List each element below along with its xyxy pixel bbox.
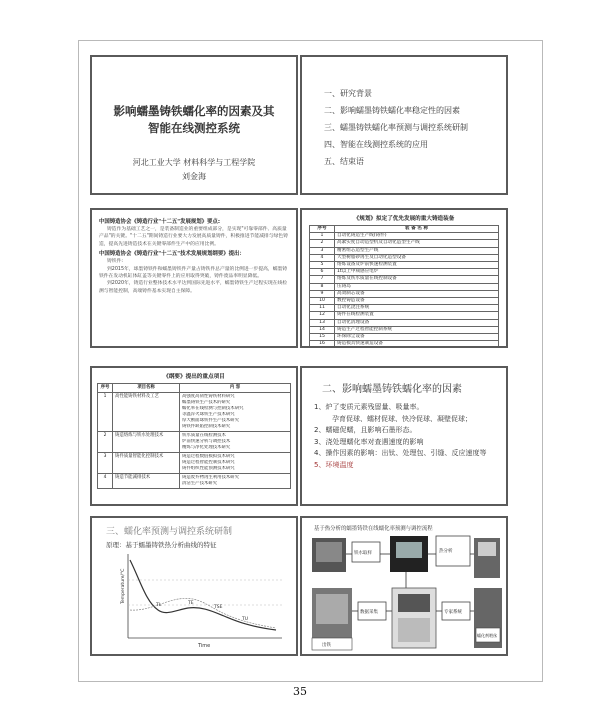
project-content [180,453,291,474]
background-paragraph: 到2015年，球墨铸铁件和蠕墨铸铁件产量占铸铁件总产量的比例进一步提高，蠕墨铸铁件在发动机缸体缸盖等关键零件上的应用取得突破，铸件废品率明显降低。 [99,266,288,280]
row-number: 10 [310,298,335,305]
principle-text: 原理：基于蠕墨铸铁热分析曲线的特征 [106,541,217,549]
project-content-line: 高强度高韧性铸铁材料研究 [182,394,235,399]
equipment-name: 自动化铸造生产线(铸件) [335,233,499,240]
equipment-name: 高紧实度自动造型机及自动化造型生产线 [335,240,499,247]
photo-screen [396,542,422,558]
equipment-name: 精密组芯造型生产线 [335,247,499,254]
flow-label: 蠕化剂喂丝 [477,633,497,638]
photo-monitor [478,542,496,556]
factor-item: 1、炉了变质元素残留量、吸量率。 [314,403,424,411]
background-paragraph: 铸造作为基础工艺之一，是装备制造业的重要组成部分，是实现"可靠零部件、高质量产品"的关键。"十二五"期间铸造行业要大力发展高质量铸件，积极推进节能减排与绿色铸造，提高先进铸造技术在关键零部件生产中的应用比例。 [99,227,288,247]
outline-list [324,85,468,170]
factor-item: 孕育促球、蠕材促球、快冷促球、凝壁促球； [332,414,472,423]
prediction-title: 三、蠕化率预测与调控系统研制 [106,527,233,537]
equipment-name: 自动化浇注系统 [335,305,499,312]
equipment-table-body [310,233,499,348]
slide-equipment-table [300,208,508,348]
table-header-row [310,226,499,233]
factor-item: 5、环境温度 [314,460,354,469]
row-number: 14 [310,326,335,333]
curve-marker: TU [242,617,249,622]
curve-marker: TSE [214,605,223,610]
table-row [98,432,291,453]
cooling-curve-chart [106,550,286,650]
project-content-line: 清洁生产技术研究 [182,481,218,486]
project-content [180,393,291,432]
table-header-row [98,384,291,393]
projects-table [97,383,291,489]
project-content-line: 蠕化率在线检测与控制技术研究 [182,406,244,411]
slide-flowchart [300,516,508,656]
row-number: 3 [98,453,113,474]
slide-cover [90,55,298,195]
equipment-table-title: 《规划》拟定了优先发展的重大铸造装备 [353,216,455,222]
background-paragraph: 到2020年，铸造行业整体技术水平达到国际先进水平，蠕墨铸铁生产过程实现在线检测与智能控制，高端铸件基本实现自主保障。 [99,281,288,294]
flow-label: 热分析 [439,549,453,554]
row-number: 4 [98,474,113,489]
factors-list [314,402,498,471]
row-number: 2 [98,432,113,453]
equipment-name: 熔炼及铁水质量在线控制设备 [335,276,499,283]
row-number: 1 [310,233,335,240]
cover-author: 刘金海 [182,172,206,181]
flow-label: 铁水取样 [354,551,372,556]
y-axis-label: Temperature/°C [121,568,126,604]
row-number: 3 [310,247,335,254]
factor-item: 2、蠕磁促蠕，且影响石墨形态。 [314,426,417,434]
curve-marker: TL [156,603,162,608]
project-content-line: 蠕墨铸铁生产技术的研究 [182,400,231,405]
row-number: 8 [310,283,335,290]
row-number: 6 [310,269,335,276]
row-number: 5 [310,262,335,269]
curve-marker: TE [188,601,194,606]
column-header: 项目名称 [113,384,180,393]
cover-title-line2: 智能在线测控系统 [148,121,240,135]
outline-item: 五、结束语 [324,157,364,166]
table-row [310,233,499,240]
row-number: 2 [310,240,335,247]
equipment-table [309,225,499,348]
row-number: 11 [310,305,335,312]
outline-item: 二、影响蠕墨铸铁蠕化率稳定性的因素 [324,106,460,115]
project-name: 铸造熔炼与铁水处理技术 [113,432,180,453]
photo-ladle-detail [316,594,348,624]
slide-key-projects [90,366,298,506]
table-row [310,262,499,269]
project-content-line: 铸造过程数值模拟技术研究 [182,454,235,459]
column-header: 序号 [310,226,335,233]
project-content-line: 精炼与净化处理技术研究 [182,445,231,450]
flow-box [312,638,352,650]
equipment-name: 铸造模具快速制造设备 [335,341,499,348]
cover-institution: 河北工业大学 材料科学与工程学院 [132,158,256,167]
equipment-name: 压铸岛 [335,283,499,290]
table-row [310,319,499,326]
cooling-curve [130,560,276,630]
flow-label: 出铁 [322,643,331,648]
cover-title-line1: 影响蠕墨铸铁蠕化率的因素及其 [113,104,275,118]
flow-label: 数据采集 [360,610,378,615]
table-row [310,326,499,333]
table-row [310,247,499,254]
project-content [180,432,291,453]
projects-table-body [98,393,291,489]
outline-item: 一、研究背景 [324,89,372,98]
slide-outline [300,55,508,195]
equipment-name: 自动化清理设备 [335,319,499,326]
background-text [99,216,289,295]
factor-item: 3、浇处理蠕化率对查遇速度的影响 [314,437,424,446]
flowchart [306,532,506,654]
row-number: 9 [310,290,335,297]
equipment-name: 大型树脂砂再生及自动化造型设备 [335,254,499,261]
project-name: 高性能铸铁材料及工艺 [113,393,180,432]
equipment-name: 高效制芯设备 [335,290,499,297]
slide-background [90,208,298,348]
equipment-name: 铸造生产过程智能控制系统 [335,326,499,333]
background-heading-2: 中国铸造协会《铸造行业"十二五"技术发展规划纲要》提出： [99,251,245,258]
row-number: 1 [98,393,113,432]
table-row [310,334,499,341]
project-content-line: 炉前快速分析与调控技术 [182,439,231,444]
table-row [310,290,499,297]
equipment-name: 1t以上中频感应电炉 [335,269,499,276]
equipment-name: 铸件在线检测装置 [335,312,499,319]
table-row [310,276,499,283]
slide-cooling-curve [90,516,298,656]
slide-factors [300,366,508,506]
outline-item: 四、智能在线测控系统的应用 [324,140,428,149]
project-content-line: 铸造过程智能控制技术研究 [182,460,235,465]
project-content [180,474,291,489]
table-row [310,240,499,247]
project-content-line: 铁水质量在线检测技术 [182,433,226,438]
table-row [310,254,499,261]
row-number: 16 [310,341,335,348]
factors-title: 二、影响蠕墨铸铁蠕化率的因素 [322,384,462,395]
equipment-name: 熔炼设备及炉前快速检测装置 [335,262,499,269]
background-paragraph: 铸铁件: [107,259,124,265]
project-name: 铸件质量智能化控制技术 [113,453,180,474]
x-axis-label: Time [198,643,211,649]
table-row [310,283,499,290]
flow-label: 专家系统 [444,610,462,615]
column-header: 装 备 名 称 [335,226,499,233]
factor-item: 4、操作因素的影响：出钛、处理包、引缝、反应速度等 [314,449,487,457]
table-row [310,298,499,305]
project-content-line: 厚大断面球铁件生产技术研究 [182,418,240,423]
row-number: 7 [310,276,335,283]
table-row [98,474,291,489]
project-name: 铸造节能减排技术 [113,474,180,489]
photo-detail [316,542,342,562]
photo-controller-screen [398,594,430,612]
table-row [98,453,291,474]
project-content-line: 铸铁件缺陷控制技术研究 [182,424,231,429]
table-row [310,312,499,319]
background-heading-1: 中国铸造协会《铸造行业"十二五"发展规划》要点: [99,219,220,225]
project-content-line: 铸件组织性能预测技术研究 [182,466,235,471]
outline-item: 三、蠕墨铸铁蠕化率预测与调控系统研制 [324,123,468,132]
equipment-name: 环保除尘设备 [335,334,499,341]
derivative-curve [130,598,276,628]
equipment-name: 数控铸造设备 [335,298,499,305]
photo-controller-keys [398,618,430,642]
flowchart-title: 基于热分析的蠕墨铸铁在线蠕化率预测与调控流程 [314,526,433,532]
row-number: 4 [310,254,335,261]
row-number: 15 [310,334,335,341]
row-number: 13 [310,319,335,326]
table-row [310,269,499,276]
project-content-line: 铸造废弃物再生利用技术研究 [182,475,240,480]
cover-title [100,103,288,137]
projects-table-title: 《纲要》提出的重点项目 [163,374,225,380]
column-header: 内 容 [180,384,291,393]
table-row [310,341,499,348]
column-header: 序号 [98,384,113,393]
table-row [98,393,291,432]
page-number: 35 [293,685,307,698]
project-content-line: 等温淬火球铁生产技术研究 [182,412,235,417]
table-row [310,305,499,312]
row-number: 12 [310,312,335,319]
